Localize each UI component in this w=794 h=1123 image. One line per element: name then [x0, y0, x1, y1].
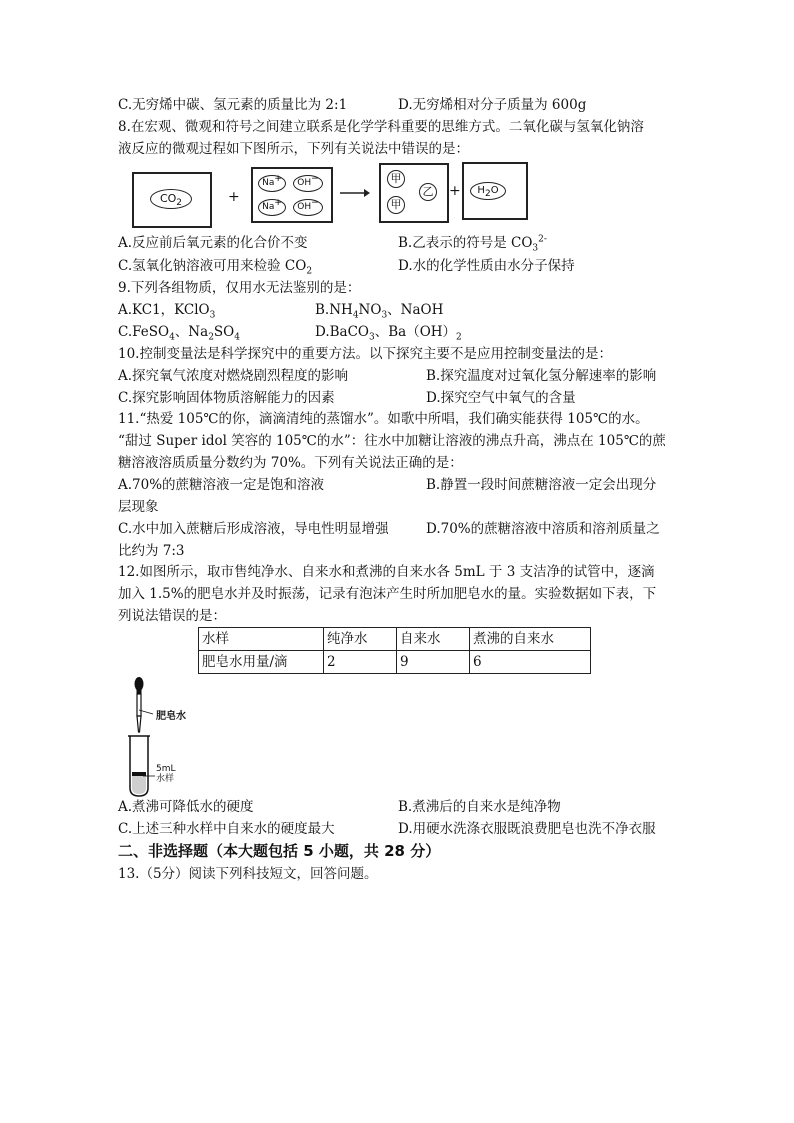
q8-option-b: B.乙表示的符号是 $CO_3^{2-}$	[398, 234, 547, 254]
q12-stem-line2: 加入 1.5%的肥皂水并及时振荡，记录有泡沫产生时所加肥皂水的量。实验数据如下表，下	[118, 586, 657, 602]
table-row	[199, 651, 591, 674]
q12-stem-line3: 列说法错误的是：	[118, 608, 226, 624]
volume-label: 5mL	[156, 764, 176, 774]
reaction-arrow-icon	[340, 188, 370, 198]
q8-stem-line2: 液反应的微观过程如下图所示，下列有关说法中错误的是：	[118, 141, 469, 157]
h2o-molecule: $H_2O$	[470, 182, 506, 200]
q11-option-d-line1: D.70%的蔗糖溶液中溶质和溶剂质量之	[426, 521, 660, 537]
q10-option-c: C.探究影响固体物质溶解能力的因素	[118, 390, 335, 406]
q11-stem-line3: 糖溶液溶质质量分数约为 70%。下列有关说法正确的是：	[118, 455, 463, 471]
table-cell: 9	[397, 651, 470, 674]
co2-molecule: $CO_2$	[150, 189, 192, 209]
table-header-cell: 纯净水	[324, 628, 397, 651]
q10-stem: 10.控制变量法是科学探究中的重要方法。以下探究主要不是应用控制变量法的是：	[118, 346, 612, 362]
soap-water-table	[198, 627, 591, 674]
q8-option-a: A.反应前后氧元素的化合价不变	[118, 235, 308, 251]
q11-option-d-line2: 比约为 7:3	[118, 543, 185, 559]
table-row-label: 肥皂水用量/滴	[199, 651, 324, 674]
yi-particle: 乙	[419, 183, 437, 201]
q12-option-d: D.用硬水洗涤衣服既浪费肥皂也洗不净衣服	[398, 821, 656, 837]
q11-option-b-line2: 层现象	[118, 499, 159, 515]
oh-ion-2: OH−	[293, 199, 323, 216]
oh-ion-1: OH−	[293, 175, 323, 192]
plus-sign-2: +	[449, 183, 461, 199]
q12-stem-line1: 12.如图所示，取市售纯净水、自来水和煮沸的自来水各 5mL 于 3 支洁净的试管中，逐滴	[118, 564, 655, 580]
table-header-cell: 煮沸的自来水	[470, 628, 591, 651]
jia-particle-1: 甲	[387, 170, 405, 188]
table-header-cell: 自来水	[397, 628, 470, 651]
table-header-row	[199, 628, 591, 651]
q8-stem-line1: 8.在宏观、微观和符号之间建立联系是化学学科重要的思维方式。二氧化碳与氢氧化钠溶	[118, 119, 644, 135]
table-header-cell: 水样	[199, 628, 324, 651]
na-ion-2: Na+	[258, 199, 286, 216]
table-cell: 6	[470, 651, 591, 674]
table-cell: 2	[324, 651, 397, 674]
q9-option-c: C.FeSO$_4$、$Na_2SO_4$	[118, 324, 240, 343]
na-ion-1: Na+	[258, 175, 286, 192]
q10-option-b: B.探究温度对过氧化氢分解速率的影响	[426, 368, 657, 384]
dropper-label: 肥皂水	[156, 711, 186, 722]
q9-stem: 9.下列各组物质，仅用水无法鉴别的是：	[118, 280, 361, 296]
q11-option-a: A.70%的蔗糖溶液一定是饱和溶液	[118, 477, 325, 493]
section-heading: 二、非选择题（本大题包括 5 小题，共 28 分）	[118, 842, 441, 860]
q12-option-c: C.上述三种水样中自来水的硬度最大	[118, 821, 335, 837]
q11-option-c: C.水中加入蔗糖后形成溶液，导电性明显增强	[118, 521, 389, 537]
q11-stem-line2: “甜过 Super idol 笑容的 105℃的水”：往水中加糖让溶液的沸点升高，沸点在 105℃的蔗	[118, 433, 666, 449]
jia-particle-2: 甲	[387, 196, 405, 214]
plus-sign-1: +	[228, 189, 240, 205]
q10-option-a: A.探究氧气浓度对燃烧剧烈程度的影响	[118, 368, 349, 384]
sample-label: 水样	[156, 774, 175, 784]
co2-box	[132, 172, 212, 228]
h2o-box	[462, 162, 528, 220]
q12-option-b: B.煮沸后的自来水是纯净物	[398, 799, 561, 815]
q12-option-a: A.煮沸可降低水的硬度	[118, 799, 254, 815]
q11-option-b-line1: B.静置一段时间蔗糖溶液一定会出现分	[426, 477, 657, 493]
q10-option-d: D.探究空气中氧气的含量	[426, 390, 576, 406]
q9-option-d: D.BaCO$_3$、$Ba(OH)_2$	[315, 324, 462, 343]
q13-stem: 13.（5分）阅读下列科技短文，回答问题。	[118, 866, 378, 882]
q9-option-b: $B.NH_4NO_3$、NaOH	[315, 302, 444, 321]
q11-stem-line1: 11.“热爱 105℃的你，滴滴清纯的蒸馏水”。如歌中所唱，我们确实能获得 105℃的水。	[118, 411, 649, 427]
q9-option-a: A.KC1，KClO$_3$	[118, 302, 216, 321]
q8-option-c: C.氢氧化钠溶液可用来检验 $CO_2$	[118, 258, 313, 277]
product-box	[379, 163, 449, 223]
naoh-box	[251, 167, 333, 223]
q7-option-c: C.无穷烯中碳、氢元素的质量比为 2:1	[118, 97, 348, 113]
q8-option-d: D.水的化学性质由水分子保持	[398, 258, 575, 274]
q7-option-d: D.无穷烯相对分子质量为 600g	[398, 97, 587, 113]
